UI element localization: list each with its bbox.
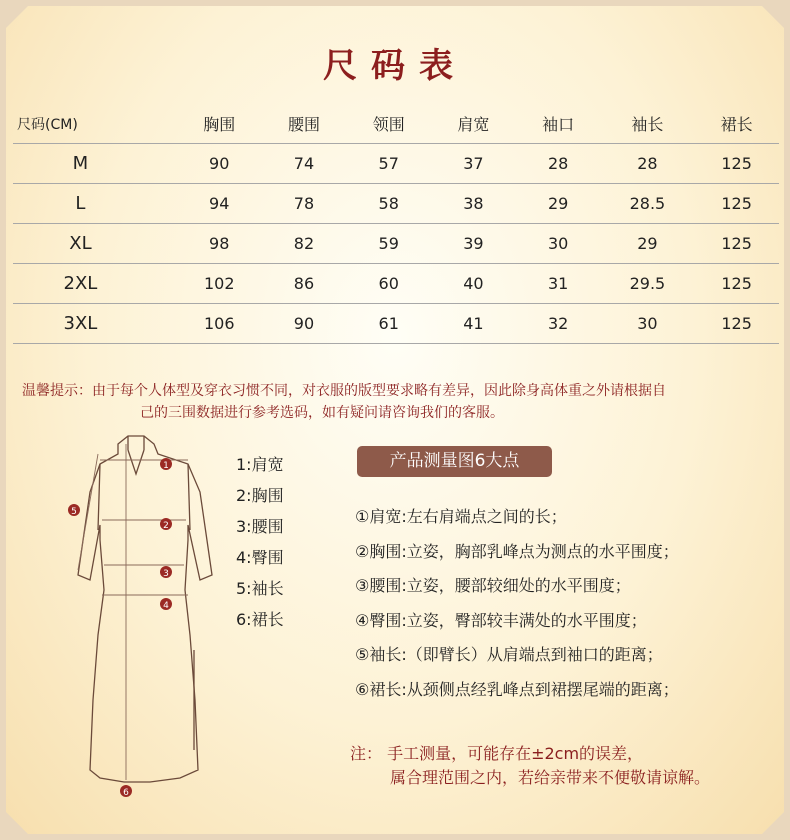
table-row (13, 184, 779, 224)
col-header-cuff: 袖口 (516, 104, 601, 144)
cell-sleeve: 29.5 (601, 264, 695, 304)
diagram-legend (236, 453, 284, 639)
marker-5 (68, 504, 80, 517)
cell-sleeve: 28 (601, 144, 695, 184)
legend-item: 1:肩宽 (236, 455, 284, 474)
cell-shoulder: 40 (431, 264, 516, 304)
col-header-shoulder: 肩宽 (431, 104, 516, 144)
cell-collar: 60 (346, 264, 431, 304)
col-header-waist: 腰围 (262, 104, 347, 144)
svg-text:2: 2 (163, 521, 169, 531)
cell-bust: 102 (177, 264, 262, 304)
cell-bust: 106 (177, 304, 262, 344)
cell-waist: 82 (262, 224, 347, 264)
cell-waist: 86 (262, 264, 347, 304)
measurement-note (350, 742, 710, 790)
cell-sleeve: 29 (601, 224, 695, 264)
cell-collar: 57 (346, 144, 431, 184)
definition-item: ③腰围:立姿，腰部较细处的水平围度； (355, 576, 631, 595)
cell-waist: 78 (262, 184, 347, 224)
definition-item: ①肩宽:左右肩端点之间的长； (355, 507, 567, 526)
cell-cuff: 29 (516, 184, 601, 224)
cell-sleeve: 30 (601, 304, 695, 344)
cell-cuff: 32 (516, 304, 601, 344)
legend-item: 5:袖长 (236, 579, 284, 598)
marker-1 (160, 458, 172, 471)
cell-size: 2XL (13, 264, 177, 304)
table-row (13, 144, 779, 184)
svg-text:3: 3 (163, 569, 169, 579)
cell-sleeve: 28.5 (601, 184, 695, 224)
cell-shoulder: 39 (431, 224, 516, 264)
size-table (13, 104, 779, 344)
cell-length: 125 (694, 264, 779, 304)
col-header-bust: 胸围 (177, 104, 262, 144)
cell-size: M (13, 144, 177, 184)
tip-line-1: 温馨提示：由于每个人体型及穿衣习惯不同，对衣服的版型要求略有差异，因此除身高体重之外请根据自 (22, 383, 666, 399)
cell-waist: 90 (262, 304, 347, 344)
definition-item: ②胸围:立姿，胸部乳峰点为测点的水平围度； (355, 541, 679, 561)
table-row (13, 304, 779, 344)
cell-cuff: 28 (516, 144, 601, 184)
measure-points-badge: 产品测量图6大点 (357, 446, 552, 477)
cell-bust: 90 (177, 144, 262, 184)
col-header-length: 裙长 (694, 104, 779, 144)
col-header-collar: 领围 (346, 104, 431, 144)
note-line-2: 属合理范围之内，若给亲带来不便敬请谅解。 (390, 768, 711, 787)
size-tip (22, 380, 782, 424)
cell-collar: 59 (346, 224, 431, 264)
cell-bust: 94 (177, 184, 262, 224)
legend-item: 4:臀围 (236, 548, 284, 567)
table-row (13, 224, 779, 264)
cell-cuff: 31 (516, 264, 601, 304)
table-header-row (13, 104, 779, 144)
cell-bust: 98 (177, 224, 262, 264)
cell-collar: 58 (346, 184, 431, 224)
svg-text:4: 4 (163, 601, 169, 611)
legend-item: 6:裙长 (236, 610, 284, 629)
legend-item: 3:腰围 (236, 517, 284, 536)
marker-2 (160, 518, 172, 531)
cell-length: 125 (694, 144, 779, 184)
legend-item: 2:胸围 (236, 486, 284, 505)
marker-3 (160, 566, 172, 579)
dress-measurement-diagram (60, 430, 220, 805)
cell-cuff: 30 (516, 224, 601, 264)
dress-outline (78, 436, 212, 782)
definition-item: ⑥裙长:从颈侧点经乳峰点到裙摆尾端的距离； (355, 679, 679, 699)
note-line-1: 注： 手工测量，可能存在±2cm的误差， (350, 744, 644, 763)
marker-4 (160, 598, 172, 611)
cell-shoulder: 41 (431, 304, 516, 344)
cell-size: 3XL (13, 304, 177, 344)
cell-length: 125 (694, 184, 779, 224)
measure-definitions (355, 505, 679, 712)
definition-item: ⑤袖长:（即臂长）从肩端点到袖口的距离； (355, 645, 663, 664)
cell-waist: 74 (262, 144, 347, 184)
cell-shoulder: 37 (431, 144, 516, 184)
marker-6 (120, 785, 132, 798)
svg-text:1: 1 (163, 461, 169, 471)
cell-length: 125 (694, 224, 779, 264)
col-header-size: 尺码(CM) (13, 104, 177, 144)
definition-item: ④臀围:立姿，臀部较丰满处的水平围度； (355, 610, 647, 630)
svg-text:5: 5 (71, 507, 77, 517)
table-row (13, 264, 779, 304)
cell-length: 125 (694, 304, 779, 344)
cell-collar: 61 (346, 304, 431, 344)
measure-lines (78, 444, 188, 780)
cell-shoulder: 38 (431, 184, 516, 224)
svg-text:6: 6 (123, 788, 129, 798)
col-header-sleeve: 袖长 (601, 104, 695, 144)
page-title: 尺码表 (323, 46, 467, 86)
cell-size: L (13, 184, 177, 224)
cell-size: XL (13, 224, 177, 264)
tip-line-2: 己的三围数据进行参考选码，如有疑问请咨询我们的客服。 (140, 405, 504, 421)
